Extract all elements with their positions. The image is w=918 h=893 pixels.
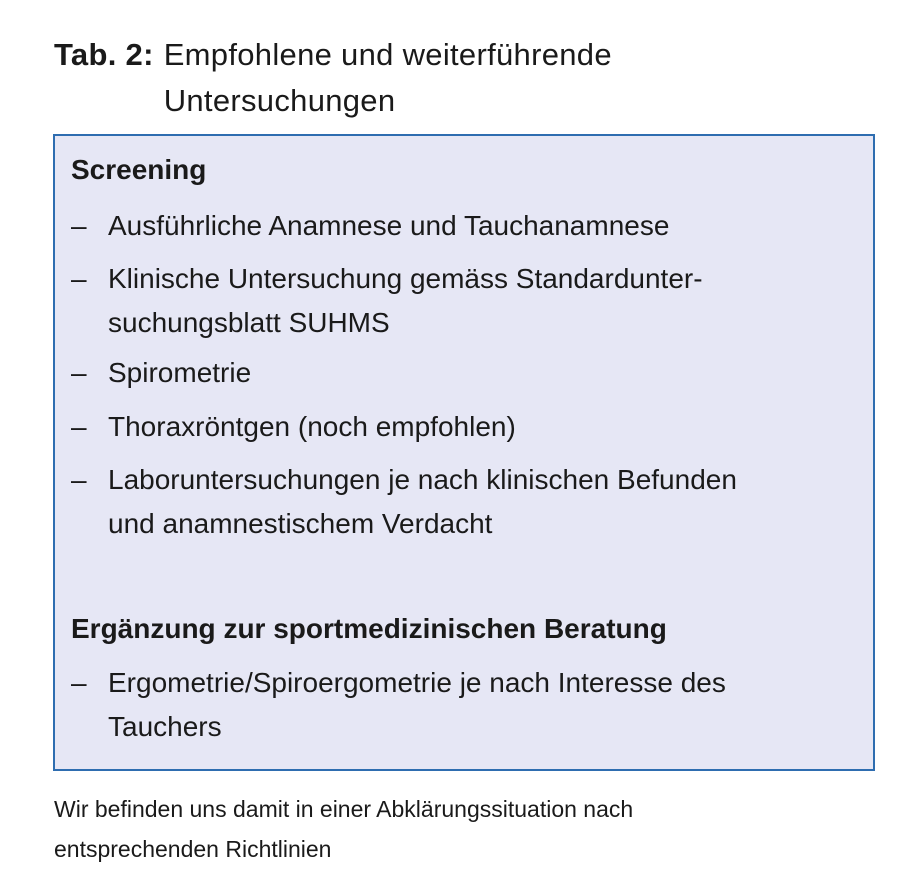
list-item (71, 351, 861, 395)
list-item (71, 458, 861, 546)
dash-bullet: – (71, 464, 87, 495)
dash-bullet: – (71, 357, 87, 388)
list-item (71, 405, 861, 449)
list-item-text: Laboruntersuchungen je nach klinischen Befunden (108, 464, 737, 495)
dash-bullet: – (71, 210, 87, 241)
table-title-line: Empfohlene und weiterführende (163, 37, 612, 72)
caption-line: Wir befinden uns damit in einer Abklärungssituation nach (54, 796, 634, 822)
list-item-text: Spirometrie (108, 357, 252, 388)
table-title-text (164, 32, 612, 124)
list-item-text: Klinische Untersuchung gemäss Standardunter- (108, 263, 703, 294)
list-item-text: Ausführliche Anamnese und Tauchanamnese (108, 210, 670, 241)
list-item-text: und anamnestischem Verdacht (108, 508, 493, 539)
list-item-text: Thoraxröntgen (noch empfohlen) (108, 411, 516, 442)
screening-heading: Screening (71, 154, 207, 185)
list-item (71, 661, 861, 749)
dash-bullet: – (71, 263, 87, 294)
list-item (71, 204, 861, 248)
caption-line: entsprechenden Richtlinien (54, 836, 332, 862)
dash-bullet: – (71, 667, 87, 698)
recommendations-box (53, 134, 875, 771)
list-item-text: Ergometrie/Spiroergometrie je nach Interesse des (108, 667, 726, 698)
list-item-text: suchungsblatt SUHMS (108, 307, 390, 338)
table-title (54, 32, 884, 124)
list-item-text: Tauchers (108, 711, 222, 742)
sport-medicine-heading: Ergänzung zur sportmedizinischen Beratung (71, 613, 667, 644)
caption (54, 789, 884, 869)
list-item (71, 257, 861, 345)
dash-bullet: – (71, 411, 87, 442)
table-title-line: Untersuchungen (163, 83, 396, 118)
table-number-label: Tab. 2: (54, 37, 154, 72)
